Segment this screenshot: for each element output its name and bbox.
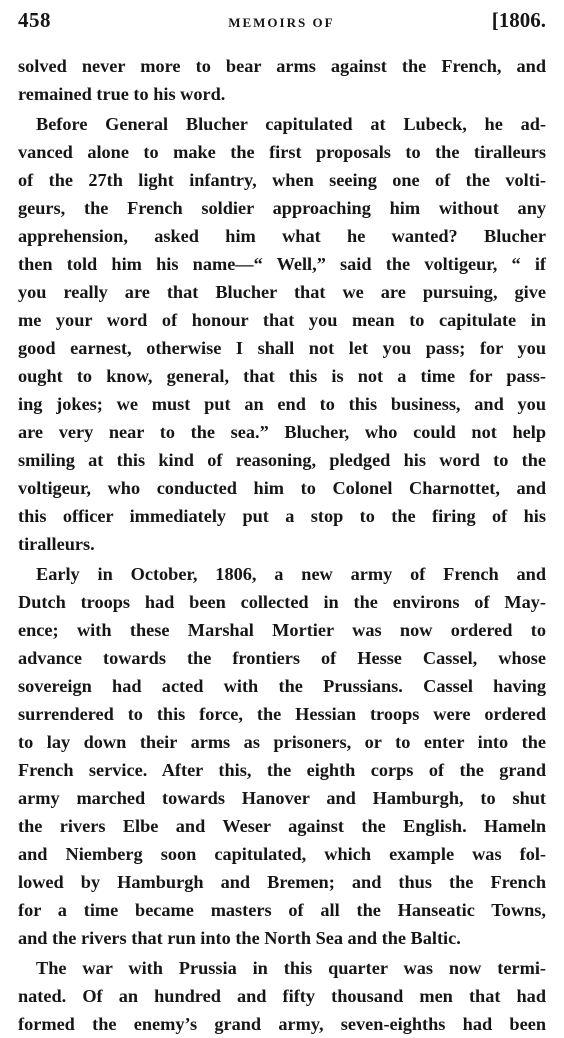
text-line: voltigeur, who conducted him to Colonel Charnottet, and bbox=[18, 478, 546, 498]
text-line: this officer immediately put a stop to the firing of his bbox=[18, 506, 546, 526]
text-line: army marched towards Hanover and Hamburgh, to shut bbox=[18, 788, 546, 808]
text-line: solved never more to bear arms against the French, and bbox=[18, 56, 546, 76]
paragraph bbox=[18, 560, 546, 952]
text-line: Dutch troops had been collected in the environs of May- bbox=[18, 592, 546, 612]
paragraph bbox=[18, 52, 546, 108]
text-line: of the 27th light infantry, when seeing one of the volti- bbox=[18, 170, 546, 190]
text-line: for a time became masters of all the Hanseatic Towns, bbox=[18, 900, 546, 920]
text-line: Before General Blucher capitulated at Lubeck, he ad- bbox=[36, 114, 546, 134]
text-line: me your word of honour that you mean to capitulate in bbox=[18, 310, 546, 330]
text-line: you really are that Blucher that we are pursuing, give bbox=[18, 282, 546, 302]
text-line: sovereign had acted with the Prussians. Cassel having bbox=[18, 676, 546, 696]
text-line: nated. Of an hundred and fifty thousand men that had bbox=[18, 986, 546, 1006]
text-line: advance towards the frontiers of Hesse Cassel, whose bbox=[18, 648, 546, 668]
text-line: the rivers Elbe and Weser against the English. Hameln bbox=[18, 816, 546, 836]
text-line: vanced alone to make the first proposals to the tiralleurs bbox=[18, 142, 546, 162]
page-number: 458 bbox=[18, 8, 51, 32]
text-line: geurs, the French soldier approaching him without any bbox=[18, 198, 546, 218]
text-line: The war with Prussia in this quarter was now termi- bbox=[36, 958, 546, 978]
text-line: to lay down their arms as prisoners, or to enter into the bbox=[18, 732, 546, 752]
text-line: ought to know, general, that this is not a time for pass- bbox=[18, 366, 546, 386]
text-line: remained true to his word. bbox=[18, 84, 226, 104]
text-line: Early in October, 1806, a new army of French and bbox=[36, 564, 546, 584]
text-line: ence; with these Marshal Mortier was now ordered to bbox=[18, 620, 546, 640]
page-header bbox=[18, 8, 546, 42]
text-line: formed the enemy’s grand army, seven-eighths had been bbox=[18, 1014, 546, 1034]
text-line: and Niemberg soon capitulated, which example was fol- bbox=[18, 844, 546, 864]
book-page bbox=[18, 8, 546, 1038]
running-title: MEMOIRS OF bbox=[228, 15, 335, 30]
text-line: lowed by Hamburgh and Bremen; and thus the French bbox=[18, 872, 546, 892]
paragraph bbox=[18, 110, 546, 558]
text-line: are very near to the sea.” Blucher, who could not help bbox=[18, 422, 546, 442]
text-line: then told him his name—“ Well,” said the voltigeur, “ if bbox=[18, 254, 546, 274]
text-line: smiling at this kind of reasoning, pledged his word to the bbox=[18, 450, 546, 470]
header-year: [1806. bbox=[491, 8, 546, 32]
text-line: ing jokes; we must put an end to this business, and you bbox=[18, 394, 546, 414]
text-line: apprehension, asked him what he wanted? Blucher bbox=[18, 226, 546, 246]
text-line: and the rivers that run into the North Sea and the Baltic. bbox=[18, 928, 461, 948]
body-text bbox=[18, 52, 546, 1038]
text-line: tiralleurs. bbox=[18, 534, 95, 554]
text-line: good earnest, otherwise I shall not let you pass; for you bbox=[18, 338, 546, 358]
text-line: surrendered to this force, the Hessian troops were ordered bbox=[18, 704, 546, 724]
paragraph bbox=[18, 954, 546, 1038]
text-line: French service. After this, the eighth corps of the grand bbox=[18, 760, 546, 780]
